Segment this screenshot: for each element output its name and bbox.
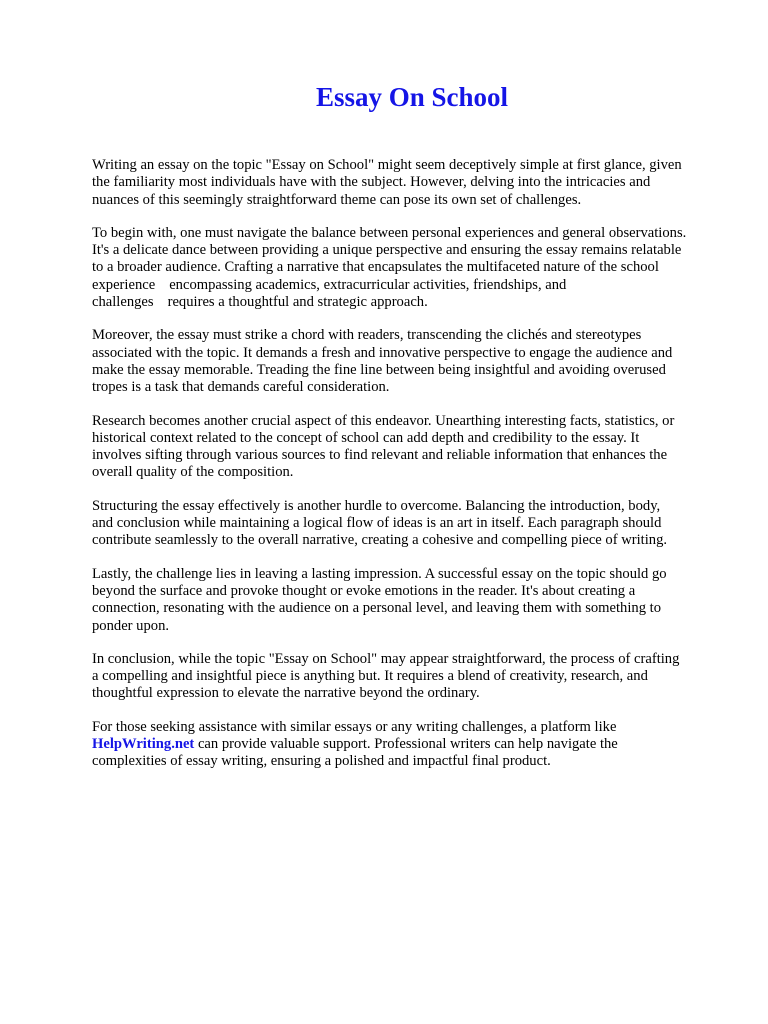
text-line: involves sifting through various sources to find relevant and reliable information that enhances the	[92, 447, 668, 464]
text-line: and conclusion while maintaining a logical flow of ideas is an art in itself. Each paragraph should	[92, 515, 662, 532]
text-line: ponder upon.	[92, 617, 170, 634]
text-line: beyond the surface and provoke thought or evoke emotions in the reader. It's about creating a	[92, 582, 636, 599]
document-page	[92, 78, 732, 787]
text-line: Moreover, the essay must strike a chord with readers, transcending the clichés and stereotypes	[92, 327, 642, 344]
text-line	[92, 277, 732, 294]
text-line	[92, 736, 732, 753]
text-line: to a broader audience. Crafting a narrative that encapsulates the multifaceted nature of the school	[92, 259, 659, 276]
text-line: make the essay memorable. Treading the fine line between being insightful and avoiding overused	[92, 361, 666, 378]
text-line: contribute seamlessly to the overall narrative, creating a cohesive and compelling piece of writing.	[92, 532, 668, 549]
text-line: a compelling and insightful piece is anything but. It requires a blend of creativity, research, and	[92, 668, 648, 685]
text-segment: can provide valuable support. Professional writers can help navigate the	[194, 736, 618, 753]
text-line: historical context related to the concept of school can add depth and credibility to the essay. It	[92, 429, 640, 446]
text-line: connection, resonating with the audience on a personal level, and leaving them with something to	[92, 600, 661, 617]
document-title: Essay On School	[315, 82, 509, 112]
paragraph-research	[92, 413, 732, 482]
text-segment: requires a thoughtful and strategic approach.	[167, 294, 428, 311]
text-line: Research becomes another crucial aspect of this endeavor. Unearthing interesting facts, statistics, or	[92, 412, 675, 429]
text-line: It's a delicate dance between providing a unique perspective and ensuring the essay remains relatable	[92, 242, 682, 259]
paragraph-structure	[92, 498, 732, 550]
text-line: Lastly, the challenge lies in leaving a lasting impression. A successful essay on the topic should go	[92, 565, 667, 582]
paragraph-assistance	[92, 719, 732, 771]
text-line: Structuring the essay effectively is another hurdle to overcome. Balancing the introduction, body,	[92, 497, 661, 514]
text-line: the familiarity most individuals have with the subject. However, delving into the intricacies and	[92, 174, 651, 191]
text-line: tropes is a task that demands careful consideration.	[92, 379, 390, 396]
text-line: associated with the topic. It demands a fresh and innovative perspective to engage the audience and	[92, 344, 673, 361]
paragraph-readers	[92, 327, 732, 396]
helpwriting-link[interactable]: HelpWriting.net	[92, 736, 195, 753]
text-line: To begin with, one must navigate the balance between personal experiences and general observations.	[92, 224, 687, 241]
text-line: thoughtful expression to elevate the narrative beyond the ordinary.	[92, 685, 480, 702]
text-line	[92, 294, 732, 311]
text-line: Writing an essay on the topic "Essay on School" might seem deceptively simple at first glance, given	[92, 157, 682, 173]
text-line: complexities of essay writing, ensuring a polished and impactful final product.	[92, 753, 551, 770]
text-segment: challenges	[92, 294, 154, 311]
paragraph-intro	[92, 157, 732, 209]
text-line: overall quality of the composition.	[92, 464, 294, 481]
text-segment: encompassing academics, extracurricular activities, friendships, and	[169, 276, 567, 293]
text-line: nuances of this seemingly straightforward theme can pose its own set of challenges.	[92, 191, 582, 208]
text-segment: experience	[92, 276, 156, 293]
paragraph-conclusion	[92, 651, 732, 703]
paragraph-impression	[92, 566, 732, 635]
text-line: For those seeking assistance with similar essays or any writing challenges, a platform like	[92, 718, 617, 735]
text-line: In conclusion, while the topic "Essay on School" may appear straightforward, the process of crafting	[92, 650, 680, 667]
paragraph-balance	[92, 225, 732, 311]
